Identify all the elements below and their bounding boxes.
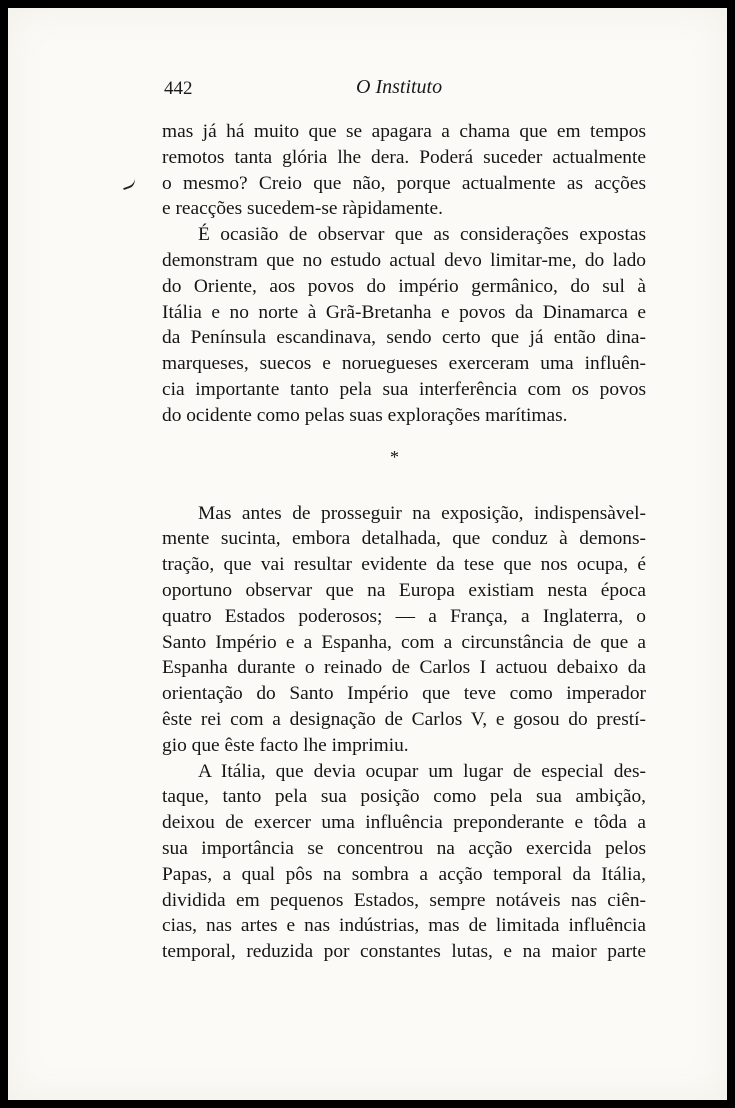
text-line: Santo Império e a Espanha, com a circunstância de que a <box>162 631 646 653</box>
text-line: quatro Estados poderosos; — a França, a Inglaterra, o <box>162 605 646 627</box>
paragraph-2 <box>162 222 646 428</box>
text-line: mas já há muito que se apagara a chama que em tempos <box>162 121 646 142</box>
document-page <box>8 8 727 1100</box>
text-line: marqueses, suecos e noruegueses exerceram uma influên- <box>162 353 646 375</box>
page-header <box>8 74 727 104</box>
text-line: do Oriente, aos povos do império germânico, do sul à <box>162 275 646 297</box>
text-line: deixou de exercer uma influência preponderante e tôda a <box>162 812 646 834</box>
text-line: A Itália, que devia ocupar um lugar de especial des- <box>198 760 646 782</box>
body-text <box>162 119 646 965</box>
text-line: e reacções sucedem-se ràpidamente. <box>162 198 444 220</box>
paragraph-3 <box>162 501 646 759</box>
paragraph-1 <box>162 119 646 222</box>
text-line: cias, nas artes e nas indústrias, mas de limitada influência <box>162 915 646 937</box>
text-line: É ocasião de observar que as considerações expostas <box>198 224 646 246</box>
text-line: Itália e no norte à Grã-Bretanha e povos da Dinamarca e <box>162 301 646 323</box>
text-line: gio que êste facto lhe imprimiu. <box>162 734 409 756</box>
margin-mark <box>121 178 137 190</box>
text-line: tração, que vai resultar evidente da tese que nos ocupa, é <box>162 554 646 576</box>
text-line: o mesmo? Creio que não, porque actualmente as acções <box>162 172 646 194</box>
text-line: do ocidente como pelas suas explorações marítimas. <box>162 404 568 426</box>
text-line: Papas, a qual pôs na sombra a acção temporal da Itália, <box>162 863 646 885</box>
text-line: êste rei com a designação de Carlos V, e gosou do prestí- <box>162 708 646 730</box>
text-line: Espanha durante o reinado de Carlos I actuou debaixo da <box>162 657 646 679</box>
text-line: mente sucinta, embora detalhada, que conduz à demons- <box>162 528 646 550</box>
paragraph-4 <box>162 759 646 965</box>
text-line: oportuno observar que na Europa existiam nesta época <box>162 579 646 601</box>
text-line: demonstram que no estudo actual devo limitar-me, do lado <box>162 249 646 271</box>
text-line: sua importância se concentrou na acção exercida pelos <box>162 837 646 859</box>
text-line: da Península escandinava, sendo certo que já então dina- <box>162 327 646 349</box>
text-line: remotos tanta glória lhe dera. Poderá suceder actualmente <box>162 146 646 168</box>
section-separator <box>162 429 646 501</box>
text-line: Mas antes de prosseguir na exposição, indispensàvel- <box>198 502 646 524</box>
text-line: cia importante tanto pela sua interferência com os povos <box>162 378 646 400</box>
page-number: 442 <box>164 78 193 99</box>
asterisk-separator: * <box>390 446 399 467</box>
text-line: temporal, reduzida por constantes lutas, e na maior parte <box>162 941 646 963</box>
running-title: O Instituto <box>356 76 443 98</box>
text-line: orientação do Santo Império que teve como imperador <box>162 683 646 705</box>
text-line: dividida em pequenos Estados, sempre notáveis nas ciên- <box>162 889 646 911</box>
text-line: taque, tanto pela sua posição como pela sua ambição, <box>162 786 646 808</box>
